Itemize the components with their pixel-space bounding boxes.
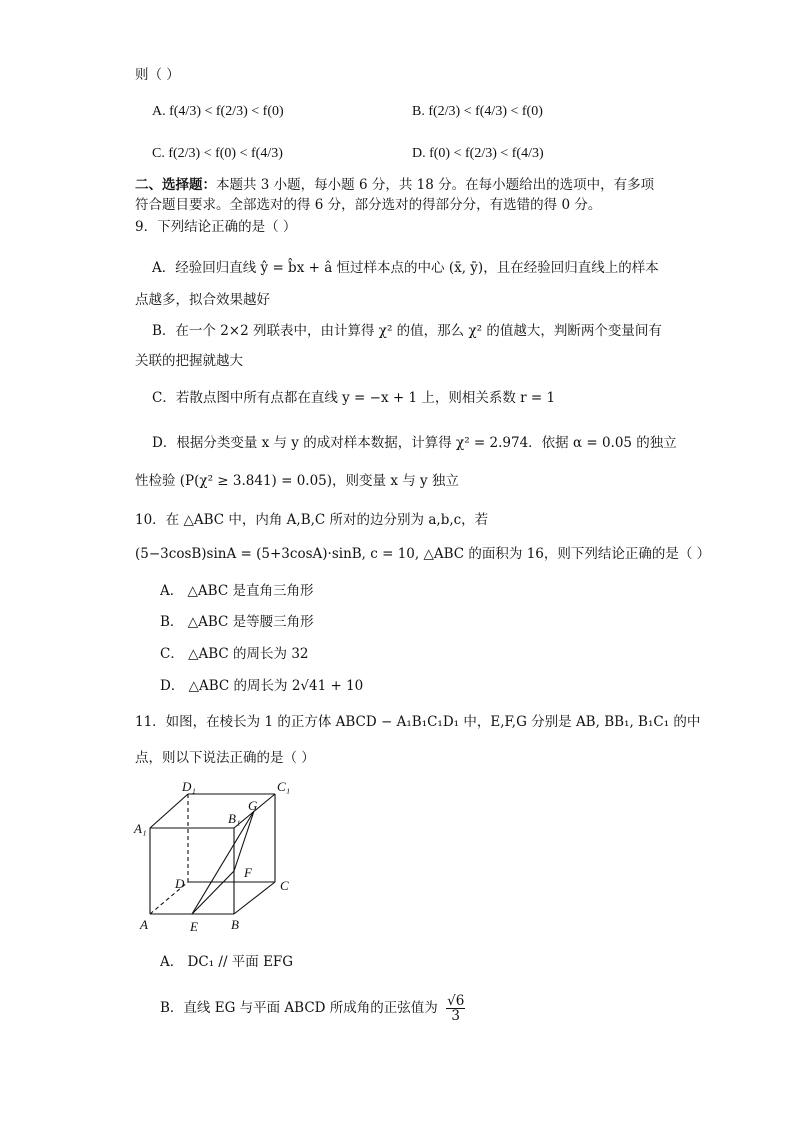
q10-stem-line1: 10．在 △ABC 中，内角 A,B,C 所对的边分别为 a,b,c，若	[135, 512, 489, 528]
label-c1: C₁	[277, 780, 291, 794]
q10-option-d: D． △ABC 的周长为 2√41 + 10	[160, 678, 364, 694]
q8-stem: 则（ ）	[135, 67, 180, 83]
section2-line2: 符合题目要求。全部选对的得 6 分，部分选对的得部分分，有选错的得 0 分。	[135, 197, 602, 213]
q9-option-a-line2: 点越多，拟合效果越好	[135, 292, 270, 308]
q9-option-b-line2: 关联的把握就越大	[135, 353, 243, 369]
q10-option-a: A． △ABC 是直角三角形	[160, 583, 314, 599]
q9-option-c: C．若散点图中所有点都在直线 y = −x + 1 上，则相关系数 r = 1	[152, 390, 556, 406]
segment-e-g	[192, 811, 254, 914]
section2-line1	[135, 176, 654, 194]
segment-e-f	[192, 871, 234, 914]
label-d1: D₁	[182, 780, 196, 794]
q9-option-d-line1: D．根据分类变量 x 与 y 的成对样本数据，计算得 χ² = 2.974．依据 α = 0.05 的独立	[152, 435, 677, 451]
q11-stem-line2: 点，则以下说法正确的是（ ）	[135, 750, 315, 766]
label-b: B	[231, 917, 239, 932]
q9-option-d-line2: 性检验 (P(χ² ≥ 3.841) = 0.05)，则变量 x 与 y 独立	[135, 473, 459, 489]
label-a1: A₁	[134, 821, 147, 836]
q8-option-b: B. f(2/3) < f(4/3) < f(0)	[412, 104, 543, 119]
q9-stem: 9．下列结论正确的是（ ）	[135, 219, 297, 235]
q11-stem-line1: 11．如图，在棱长为 1 的正方体 ABCD − A₁B₁C₁D₁ 中，E,F,G 分别是 AB, BB₁, B₁C₁ 的中	[135, 714, 701, 730]
fraction	[446, 994, 465, 1023]
label-b1: B₁	[228, 811, 241, 826]
q11-option-b	[160, 994, 465, 1023]
label-d: D	[175, 876, 185, 891]
q11-option-a: A． DC₁ // 平面 EFG	[160, 954, 294, 970]
cube-figure	[130, 780, 305, 935]
q9-option-a-line1: A．经验回归直线 ŷ = b̂x + â 恒过样本点的中心 (x̄, ȳ)，且在经验回归直线上的样本	[152, 260, 659, 276]
fraction-numerator: √6	[447, 993, 465, 1009]
label-g: G	[248, 798, 258, 813]
edge-b-c	[234, 882, 275, 914]
label-a: A	[140, 917, 148, 932]
q8-option-a: A. f(4/3) < f(2/3) < f(0)	[152, 104, 284, 119]
q10-stem-line2: (5−3cosB)sinA = (5+3cosA)·sinB, c = 10, △ABC 的面积为 16，则下列结论正确的是（ ）	[135, 546, 711, 562]
label-e: E	[190, 919, 198, 934]
section2-intro: 本题共 3 小题，每小题 6 分，共 18 分。在每小题给出的选项中，有多项	[216, 177, 655, 193]
q9-option-b-line1: B．在一个 2×2 列联表中，由计算得 χ² 的值，那么 χ² 的值越大，判断两个变量间有	[152, 323, 662, 339]
label-f: F	[244, 865, 252, 880]
section2-title: 二、选择题：	[135, 177, 216, 193]
edge-a1-d1	[150, 794, 188, 828]
label-c: C	[280, 878, 289, 893]
fraction-denominator: 3	[451, 1008, 460, 1024]
q10-option-b: B． △ABC 是等腰三角形	[160, 614, 314, 630]
q8-option-c: C. f(2/3) < f(0) < f(4/3)	[152, 146, 283, 161]
q11-option-b-text: B．直线 EG 与平面 ABCD 所成角的正弦值为	[160, 1000, 438, 1016]
q10-option-c: C． △ABC 的周长为 32	[160, 646, 309, 662]
q8-option-d: D. f(0) < f(2/3) < f(4/3)	[412, 146, 544, 161]
